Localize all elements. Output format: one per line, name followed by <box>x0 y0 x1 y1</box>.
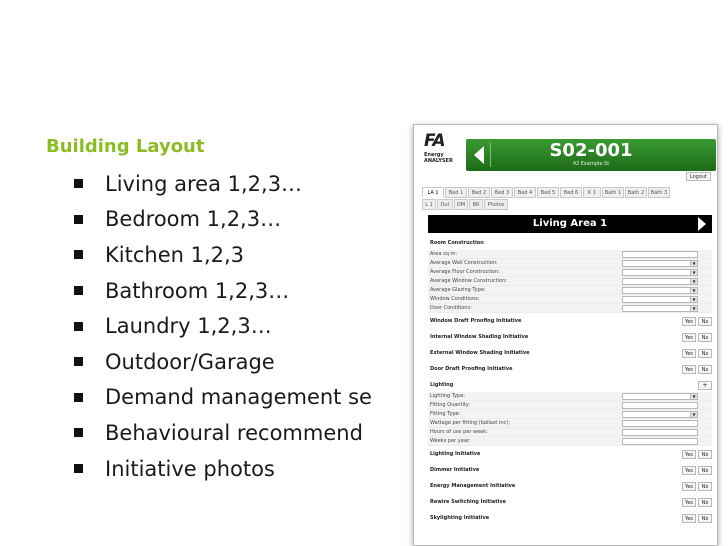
text-field[interactable] <box>622 420 698 427</box>
text-field[interactable] <box>622 402 698 409</box>
field-label: Area sq m: <box>430 251 458 257</box>
logout-button[interactable]: Logout <box>686 172 711 181</box>
bullet-square-icon <box>74 250 83 259</box>
energy-analyser-logo <box>424 133 460 177</box>
initiative-label: Skylighting Initiative <box>430 515 490 521</box>
chevron-down-icon[interactable]: ▼ <box>690 288 697 293</box>
initiative-row <box>428 329 712 345</box>
bullet-item <box>74 202 372 238</box>
chevron-down-icon[interactable]: ▼ <box>690 297 697 302</box>
tab-br[interactable]: BR <box>469 199 483 210</box>
page-title: S02-001 <box>549 140 633 161</box>
bullet-item <box>74 308 372 344</box>
initiative-row <box>428 361 712 377</box>
initiative-row <box>428 478 712 494</box>
yes-button[interactable]: Yes <box>682 317 696 326</box>
bullet-text: Laundry 1,2,3… <box>105 314 272 339</box>
form-field-row <box>428 286 712 295</box>
logo-text: FA <box>424 131 445 151</box>
text-field[interactable] <box>622 429 698 436</box>
yes-button[interactable]: Yes <box>682 450 696 459</box>
field-label: Weeks per year: <box>430 438 471 444</box>
bullet-square-icon <box>74 215 83 224</box>
select-field[interactable] <box>622 411 698 418</box>
no-button[interactable]: No <box>698 349 712 358</box>
yes-button[interactable]: Yes <box>682 365 696 374</box>
bullet-text: Initiative photos <box>105 456 275 481</box>
app-header <box>414 125 717 185</box>
bullet-text: Bedroom 1,2,3… <box>105 207 282 232</box>
yes-button[interactable]: Yes <box>682 514 696 523</box>
tab-bed-1[interactable]: Bed 1 <box>445 187 467 198</box>
no-button[interactable]: No <box>698 498 712 507</box>
form-field-row <box>428 437 712 446</box>
bullet-square-icon <box>74 464 83 473</box>
no-button[interactable]: No <box>698 317 712 326</box>
yes-button[interactable]: Yes <box>682 349 696 358</box>
next-arrow-icon[interactable] <box>698 217 706 231</box>
initiatives-group-b <box>428 446 712 526</box>
initiative-label: Rewire Switching Initiative <box>430 499 506 505</box>
room-tabs-secondary <box>422 199 509 210</box>
bullet-item <box>74 380 372 416</box>
form-field-row <box>428 268 712 277</box>
select-field[interactable] <box>622 278 698 285</box>
initiative-label: Energy Management Initiative <box>430 483 516 489</box>
bullet-item <box>74 344 372 380</box>
bullet-text: Kitchen 1,2,3 <box>105 242 245 267</box>
tab-photos[interactable]: Photos <box>484 199 508 210</box>
bullet-text: Living area 1,2,3… <box>105 171 303 196</box>
bullet-text: Behavioural recommend <box>105 420 363 445</box>
form-field-row <box>428 304 712 313</box>
initiative-row <box>428 462 712 478</box>
text-field[interactable] <box>622 251 698 258</box>
no-button[interactable]: No <box>698 333 712 342</box>
field-label: Average Glazing Type: <box>430 287 486 293</box>
field-label: Door Conditions: <box>430 305 472 311</box>
select-field[interactable] <box>622 393 698 400</box>
field-label: Wattage per fitting (ballast inc): <box>430 420 510 426</box>
add-lighting-button[interactable]: + <box>698 381 712 390</box>
chevron-down-icon[interactable]: ▼ <box>690 279 697 284</box>
tab-la-1[interactable]: LA 1 <box>422 187 444 198</box>
tab-bath-2[interactable]: Bath 2 <box>625 187 647 198</box>
form-field-row <box>428 392 712 401</box>
chevron-down-icon[interactable]: ▼ <box>690 412 697 417</box>
field-label: Average Floor Construction: <box>430 269 500 275</box>
initiative-row <box>428 446 712 462</box>
field-label: Hours of use per week: <box>430 429 488 435</box>
form-field-row <box>428 250 712 259</box>
bullet-list <box>74 166 372 486</box>
room-tabs <box>422 187 671 198</box>
tab-out[interactable]: Out <box>437 199 453 210</box>
section-bar <box>428 215 712 233</box>
initiative-row <box>428 494 712 510</box>
select-field[interactable] <box>622 260 698 267</box>
bullet-square-icon <box>74 179 83 188</box>
select-field[interactable] <box>622 305 698 312</box>
field-label: Lighting Type: <box>430 393 465 399</box>
bullet-item <box>74 273 372 309</box>
initiative-row <box>428 345 712 361</box>
form-field-row <box>428 277 712 286</box>
form-field-row <box>428 419 712 428</box>
bullet-text: Outdoor/Garage <box>105 349 275 374</box>
heading-label: Room Construction <box>430 240 484 246</box>
yes-button[interactable]: Yes <box>682 482 696 491</box>
bullet-square-icon <box>74 393 83 402</box>
bullet-square-icon <box>74 286 83 295</box>
field-label: Fitting Type: <box>430 411 461 417</box>
form-field-row <box>428 259 712 268</box>
logo-subtext: Energy ANALYSER <box>424 152 453 164</box>
tab-bed-2[interactable]: Bed 2 <box>468 187 490 198</box>
bullet-text: Bathroom 1,2,3… <box>105 278 290 303</box>
bullet-item <box>74 237 372 273</box>
app-screenshot <box>413 124 718 546</box>
select-field[interactable] <box>622 269 698 276</box>
room-form <box>428 235 712 526</box>
initiative-label: External Window Shading Initiative <box>430 350 530 356</box>
no-button[interactable]: No <box>698 466 712 475</box>
yes-button[interactable]: Yes <box>682 466 696 475</box>
yes-button[interactable]: Yes <box>682 333 696 342</box>
select-field[interactable] <box>622 296 698 303</box>
tab-l-1[interactable]: L 1 <box>422 199 436 210</box>
section-title: Living Area 1 <box>532 218 608 229</box>
tab-bath-1[interactable]: Bath 1 <box>602 187 624 198</box>
chevron-down-icon[interactable]: ▼ <box>690 270 697 275</box>
no-button[interactable]: No <box>698 450 712 459</box>
bullet-square-icon <box>74 357 83 366</box>
slide-heading: Building Layout <box>46 136 205 157</box>
field-label: Average Window Construction: <box>430 278 507 284</box>
tab-bed-6[interactable]: Bed 6 <box>560 187 582 198</box>
initiative-label: Door Draft Proofing Initiative <box>430 366 513 372</box>
bullet-item <box>74 166 372 202</box>
initiative-label: Window Draft Proofing Initiative <box>430 318 522 324</box>
initiative-label: Internal Window Shading Initiative <box>430 334 529 340</box>
form-field-row <box>428 401 712 410</box>
chevron-down-icon[interactable]: ▼ <box>690 394 697 399</box>
room-construction-heading <box>428 235 712 250</box>
no-button[interactable]: No <box>698 365 712 374</box>
tab-bed-4[interactable]: Bed 4 <box>514 187 536 198</box>
form-field-row <box>428 295 712 304</box>
field-label: Fitting Quantity: <box>430 402 471 408</box>
tab-bed-5[interactable]: Bed 5 <box>537 187 559 198</box>
form-field-row <box>428 428 712 437</box>
bullet-item <box>74 415 372 451</box>
initiative-label: Lighting Initiative <box>430 451 481 457</box>
tab-bed-3[interactable]: Bed 3 <box>491 187 513 198</box>
chevron-down-icon[interactable]: ▼ <box>690 306 697 311</box>
text-field[interactable] <box>622 438 698 445</box>
page-subtitle: 42 Example St <box>572 161 610 167</box>
initiative-row <box>428 313 712 329</box>
field-label: Window Conditions: <box>430 296 480 302</box>
heading-label: Lighting <box>430 382 454 388</box>
form-field-row <box>428 410 712 419</box>
tab-dm[interactable]: DM <box>454 199 468 210</box>
initiatives-group-a <box>428 313 712 377</box>
no-button[interactable]: No <box>698 482 712 491</box>
no-button[interactable]: No <box>698 514 712 523</box>
field-label: Average Wall Construction: <box>430 260 498 266</box>
bullet-text: Demand management se <box>105 385 372 410</box>
tab-k-1[interactable]: K 1 <box>583 187 601 198</box>
bullet-square-icon <box>74 428 83 437</box>
select-field[interactable] <box>622 287 698 294</box>
room-construction-fields <box>428 250 712 313</box>
lighting-fields <box>428 392 712 446</box>
bullet-item <box>74 451 372 487</box>
tab-bath-3[interactable]: Bath 3 <box>648 187 670 198</box>
initiative-label: Dimmer Initiative <box>430 467 480 473</box>
title-bar <box>466 139 716 171</box>
yes-button[interactable]: Yes <box>682 498 696 507</box>
lighting-heading <box>428 377 712 392</box>
bullet-square-icon <box>74 322 83 331</box>
chevron-down-icon[interactable]: ▼ <box>690 261 697 266</box>
initiative-row <box>428 510 712 526</box>
